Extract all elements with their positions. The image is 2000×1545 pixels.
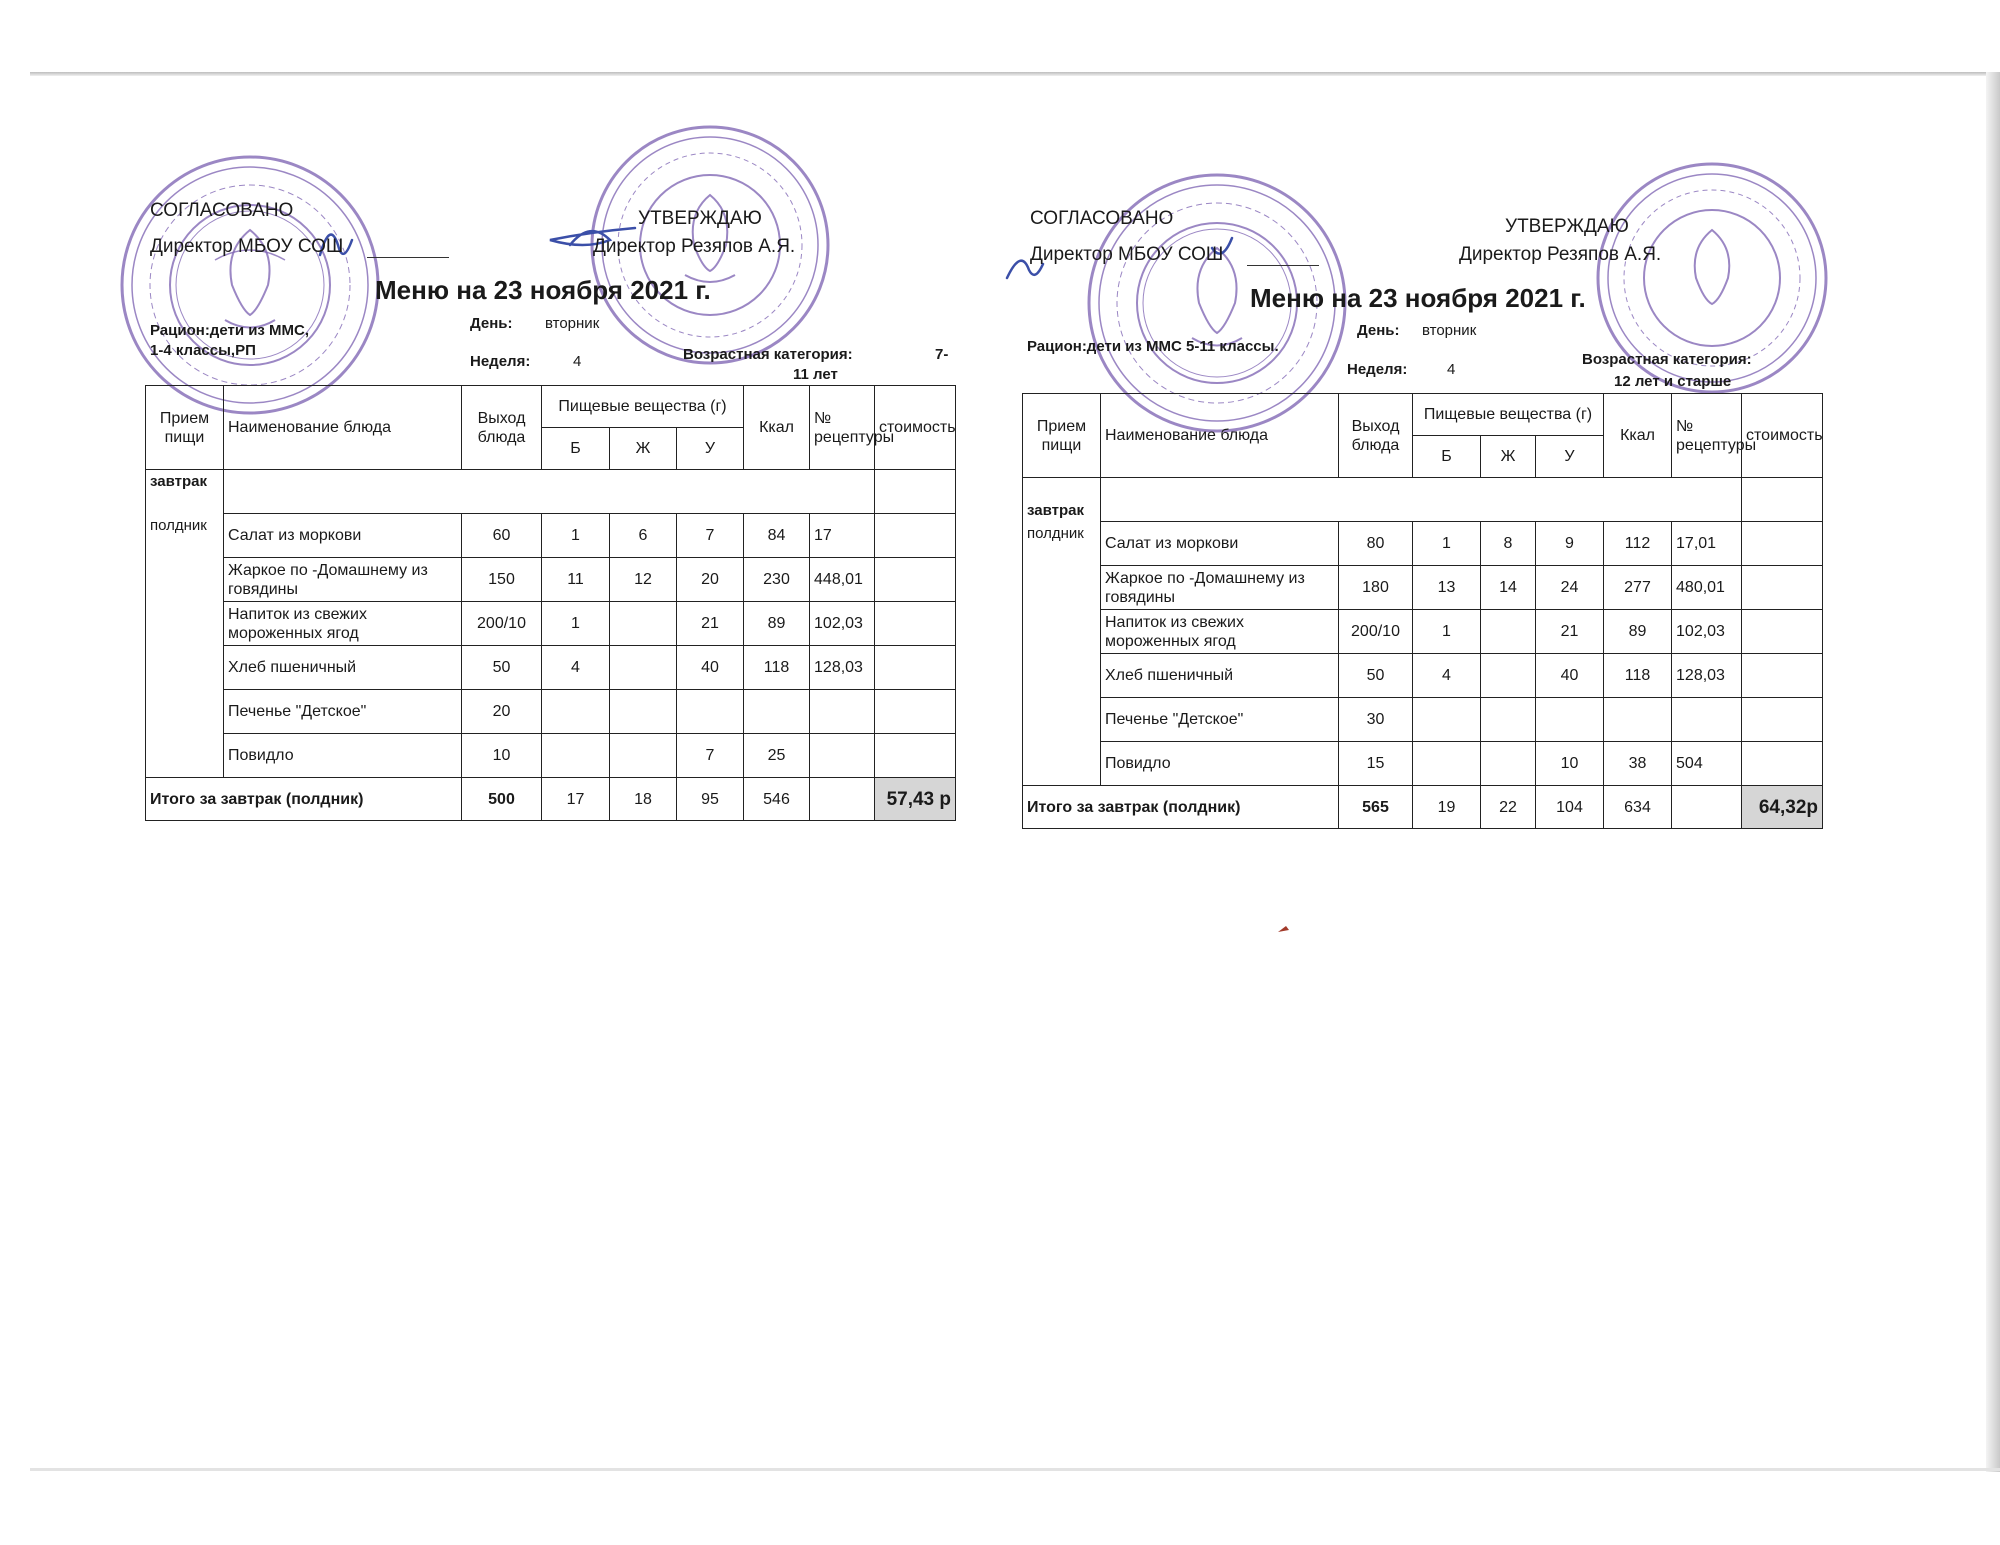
dish-protein xyxy=(542,734,610,778)
header-carbs: У xyxy=(677,428,744,470)
dish-kcal: 84 xyxy=(744,514,810,558)
dish-kcal: 38 xyxy=(1604,742,1672,786)
dish-name: Хлеб пшеничный xyxy=(1101,654,1339,698)
dish-protein: 4 xyxy=(1413,654,1481,698)
dish-yield: 200/10 xyxy=(462,602,542,646)
dish-cost xyxy=(1742,698,1823,742)
total-label: Итого за завтрак (полдник) xyxy=(1023,786,1339,829)
dish-name: Хлеб пшеничный xyxy=(224,646,462,690)
dish-carbs: 24 xyxy=(1536,566,1604,610)
dish-carbs: 20 xyxy=(677,558,744,602)
dish-name: Повидло xyxy=(1101,742,1339,786)
total-carbs: 95 xyxy=(677,778,744,821)
total-protein: 17 xyxy=(542,778,610,821)
ration-line-2: 1-4 классы,РП xyxy=(150,342,256,359)
scan-edge-top xyxy=(30,72,2000,76)
dish-name: Жаркое по -Домашнему из говядины xyxy=(1101,566,1339,610)
dish-kcal: 277 xyxy=(1604,566,1672,610)
total-carbs: 104 xyxy=(1536,786,1604,829)
dish-yield: 20 xyxy=(462,690,542,734)
dish-cost xyxy=(1742,654,1823,698)
menu-table xyxy=(145,385,956,821)
dish-name: Салат из моркови xyxy=(1101,522,1339,566)
empty-cell xyxy=(1672,786,1742,829)
dish-carbs: 21 xyxy=(677,602,744,646)
dish-fat: 8 xyxy=(1481,522,1536,566)
dish-carbs: 7 xyxy=(677,734,744,778)
dish-yield: 200/10 xyxy=(1339,610,1413,654)
dish-fat: 12 xyxy=(610,558,677,602)
total-cost: 64,32р xyxy=(1742,786,1823,829)
week-value: 4 xyxy=(1447,361,1456,378)
header-dish: Наименование блюда xyxy=(1101,394,1339,478)
dish-protein xyxy=(1413,698,1481,742)
empty-cell xyxy=(810,778,875,821)
dish-carbs: 10 xyxy=(1536,742,1604,786)
menu-sheet-left xyxy=(145,190,955,830)
total-kcal: 634 xyxy=(1604,786,1672,829)
header-kcal: Ккал xyxy=(1604,394,1672,478)
table-row xyxy=(146,646,956,690)
dish-cost xyxy=(875,690,956,734)
table-row xyxy=(1023,566,1823,610)
empty-cell xyxy=(875,470,956,514)
ink-mark-icon xyxy=(1275,920,1295,936)
ration-line-1: Рацион:дети из ММС, xyxy=(150,322,310,339)
header-recipe: № рецептуры xyxy=(810,386,875,470)
total-label: Итого за завтрак (полдник) xyxy=(146,778,462,821)
dish-yield: 50 xyxy=(462,646,542,690)
total-yield: 500 xyxy=(462,778,542,821)
dish-kcal: 230 xyxy=(744,558,810,602)
dish-kcal: 25 xyxy=(744,734,810,778)
header-dish: Наименование блюда xyxy=(224,386,462,470)
dish-cost xyxy=(875,514,956,558)
week-value: 4 xyxy=(573,353,582,370)
approved-by: Директор Резяпов А.Я. xyxy=(593,236,796,257)
dish-recipe: 448,01 xyxy=(810,558,875,602)
header-nutrients: Пищевые вещества (г) xyxy=(1413,394,1604,436)
header-carbs: У xyxy=(1536,436,1604,478)
dish-name: Салат из моркови xyxy=(224,514,462,558)
empty-cell xyxy=(1101,478,1742,522)
dish-carbs: 7 xyxy=(677,514,744,558)
total-fat: 22 xyxy=(1481,786,1536,829)
dish-protein: 4 xyxy=(542,646,610,690)
header-meal: Прием пищи xyxy=(1023,394,1101,478)
age-category-label: Возрастная категория: xyxy=(683,346,853,363)
meal-type-1: завтрак xyxy=(1023,478,1101,522)
dish-fat: 6 xyxy=(610,514,677,558)
total-kcal: 546 xyxy=(744,778,810,821)
menu-title: Меню на 23 ноября 2021 г. xyxy=(375,275,711,305)
empty-cell xyxy=(1742,478,1823,522)
table-row xyxy=(1023,698,1823,742)
dish-yield: 30 xyxy=(1339,698,1413,742)
dish-kcal: 118 xyxy=(1604,654,1672,698)
dish-protein: 1 xyxy=(1413,522,1481,566)
dish-name: Напиток из свежих мороженных ягод xyxy=(224,602,462,646)
header-recipe: № рецептуры xyxy=(1672,394,1742,478)
table-row xyxy=(1023,522,1823,566)
header-protein: Б xyxy=(542,428,610,470)
header-yield: Выход блюда xyxy=(1339,394,1413,478)
dish-fat xyxy=(610,690,677,734)
dish-carbs xyxy=(677,690,744,734)
age-category-value-1: 7- xyxy=(935,346,949,363)
menu-table xyxy=(1022,393,1823,829)
empty-cell xyxy=(224,470,875,514)
round-seal-icon xyxy=(115,150,385,420)
meal-type-2: полдник xyxy=(146,514,224,778)
dish-kcal: 112 xyxy=(1604,522,1672,566)
day-label: День: xyxy=(1357,322,1400,339)
dish-recipe: 17 xyxy=(810,514,875,558)
dish-yield: 150 xyxy=(462,558,542,602)
dish-protein: 13 xyxy=(1413,566,1481,610)
dish-cost xyxy=(875,646,956,690)
dish-protein: 1 xyxy=(1413,610,1481,654)
dish-fat xyxy=(610,602,677,646)
signature-icon xyxy=(310,210,640,270)
dish-recipe xyxy=(810,690,875,734)
header-yield: Выход блюда xyxy=(462,386,542,470)
dish-protein xyxy=(1413,742,1481,786)
ration-line-1: Рацион:дети из ММС 5-11 классы. xyxy=(1027,338,1279,355)
total-fat: 18 xyxy=(610,778,677,821)
table-row xyxy=(146,558,956,602)
table-row xyxy=(1023,742,1823,786)
dish-cost xyxy=(1742,566,1823,610)
scan-margin-top xyxy=(0,0,2000,72)
dish-name: Повидло xyxy=(224,734,462,778)
dish-recipe: 128,03 xyxy=(810,646,875,690)
menu-sheet-right xyxy=(1022,198,1827,843)
header-cost: стоимость xyxy=(875,386,956,470)
dish-cost xyxy=(1742,742,1823,786)
table-row xyxy=(146,690,956,734)
approved-label: УТВЕРЖДАЮ xyxy=(638,208,762,229)
dish-protein: 1 xyxy=(542,602,610,646)
header-cost: стоимость xyxy=(1742,394,1823,478)
dish-cost xyxy=(875,558,956,602)
total-row xyxy=(1023,786,1823,829)
dish-recipe xyxy=(1672,698,1742,742)
dish-recipe: 480,01 xyxy=(1672,566,1742,610)
dish-yield: 180 xyxy=(1339,566,1413,610)
approved-label: УТВЕРЖДАЮ xyxy=(1505,216,1629,237)
total-yield: 565 xyxy=(1339,786,1413,829)
dish-protein xyxy=(542,690,610,734)
day-value: вторник xyxy=(545,315,600,332)
header-kcal: Ккал xyxy=(744,386,810,470)
agreed-by: Директор МБОУ СОШ xyxy=(150,236,344,257)
dish-name: Напиток из свежих мороженных ягод xyxy=(1101,610,1339,654)
table-row xyxy=(1023,654,1823,698)
scan-edge-right xyxy=(1986,72,2000,1472)
dish-fat xyxy=(610,646,677,690)
week-label: Неделя: xyxy=(1347,361,1408,378)
total-cost: 57,43 р xyxy=(875,778,956,821)
dish-kcal: 89 xyxy=(1604,610,1672,654)
dish-cost xyxy=(875,602,956,646)
dish-yield: 15 xyxy=(1339,742,1413,786)
dish-fat xyxy=(610,734,677,778)
meal-type-2: полдник xyxy=(1023,522,1101,786)
approved-by: Директор Резяпов А.Я. xyxy=(1459,244,1662,265)
week-label: Неделя: xyxy=(470,353,531,370)
header-fat: Ж xyxy=(1481,436,1536,478)
dish-kcal xyxy=(1604,698,1672,742)
dish-name: Жаркое по -Домашнему из говядины xyxy=(224,558,462,602)
signature-line xyxy=(1247,265,1319,266)
dish-protein: 11 xyxy=(542,558,610,602)
agreed-by: Директор МБОУ СОШ xyxy=(1030,244,1224,265)
dish-fat xyxy=(1481,654,1536,698)
dish-kcal: 118 xyxy=(744,646,810,690)
dish-cost xyxy=(1742,610,1823,654)
dish-yield: 60 xyxy=(462,514,542,558)
age-category-value-2: 12 лет и старше xyxy=(1614,373,1732,390)
dish-recipe: 504 xyxy=(1672,742,1742,786)
day-label: День: xyxy=(470,315,513,332)
agreed-label: СОГЛАСОВАНО xyxy=(150,200,294,221)
agreed-label: СОГЛАСОВАНО xyxy=(1030,208,1174,229)
dish-cost xyxy=(1742,522,1823,566)
dish-yield: 10 xyxy=(462,734,542,778)
signature-line xyxy=(367,257,449,258)
dish-fat: 14 xyxy=(1481,566,1536,610)
dish-carbs: 21 xyxy=(1536,610,1604,654)
dish-carbs: 9 xyxy=(1536,522,1604,566)
dish-yield: 80 xyxy=(1339,522,1413,566)
dish-kcal xyxy=(744,690,810,734)
dish-carbs xyxy=(1536,698,1604,742)
dish-protein: 1 xyxy=(542,514,610,558)
table-row xyxy=(146,602,956,646)
dish-kcal: 89 xyxy=(744,602,810,646)
dish-recipe: 128,03 xyxy=(1672,654,1742,698)
day-value: вторник xyxy=(1422,322,1477,339)
table-row xyxy=(1023,610,1823,654)
dish-recipe: 102,03 xyxy=(1672,610,1742,654)
header-fat: Ж xyxy=(610,428,677,470)
meal-type-1: завтрак xyxy=(146,470,224,514)
dish-carbs: 40 xyxy=(1536,654,1604,698)
table-row xyxy=(146,734,956,778)
dish-fat xyxy=(1481,698,1536,742)
dish-fat xyxy=(1481,742,1536,786)
age-category-value-2: 11 лет xyxy=(793,366,838,383)
menu-title: Меню на 23 ноября 2021 г. xyxy=(1250,283,1586,313)
dish-carbs: 40 xyxy=(677,646,744,690)
dish-recipe xyxy=(810,734,875,778)
age-category-label: Возрастная категория: xyxy=(1582,351,1752,368)
dish-fat xyxy=(1481,610,1536,654)
dish-recipe: 17,01 xyxy=(1672,522,1742,566)
header-meal: Прием пищи xyxy=(146,386,224,470)
dish-recipe: 102,03 xyxy=(810,602,875,646)
dish-yield: 50 xyxy=(1339,654,1413,698)
total-row xyxy=(146,778,956,821)
scan-edge-bottom xyxy=(30,1468,2000,1471)
dish-name: Печенье "Детское" xyxy=(1101,698,1339,742)
total-protein: 19 xyxy=(1413,786,1481,829)
header-nutrients: Пищевые вещества (г) xyxy=(542,386,744,428)
header-protein: Б xyxy=(1413,436,1481,478)
table-row xyxy=(146,514,956,558)
dish-cost xyxy=(875,734,956,778)
dish-name: Печенье "Детское" xyxy=(224,690,462,734)
